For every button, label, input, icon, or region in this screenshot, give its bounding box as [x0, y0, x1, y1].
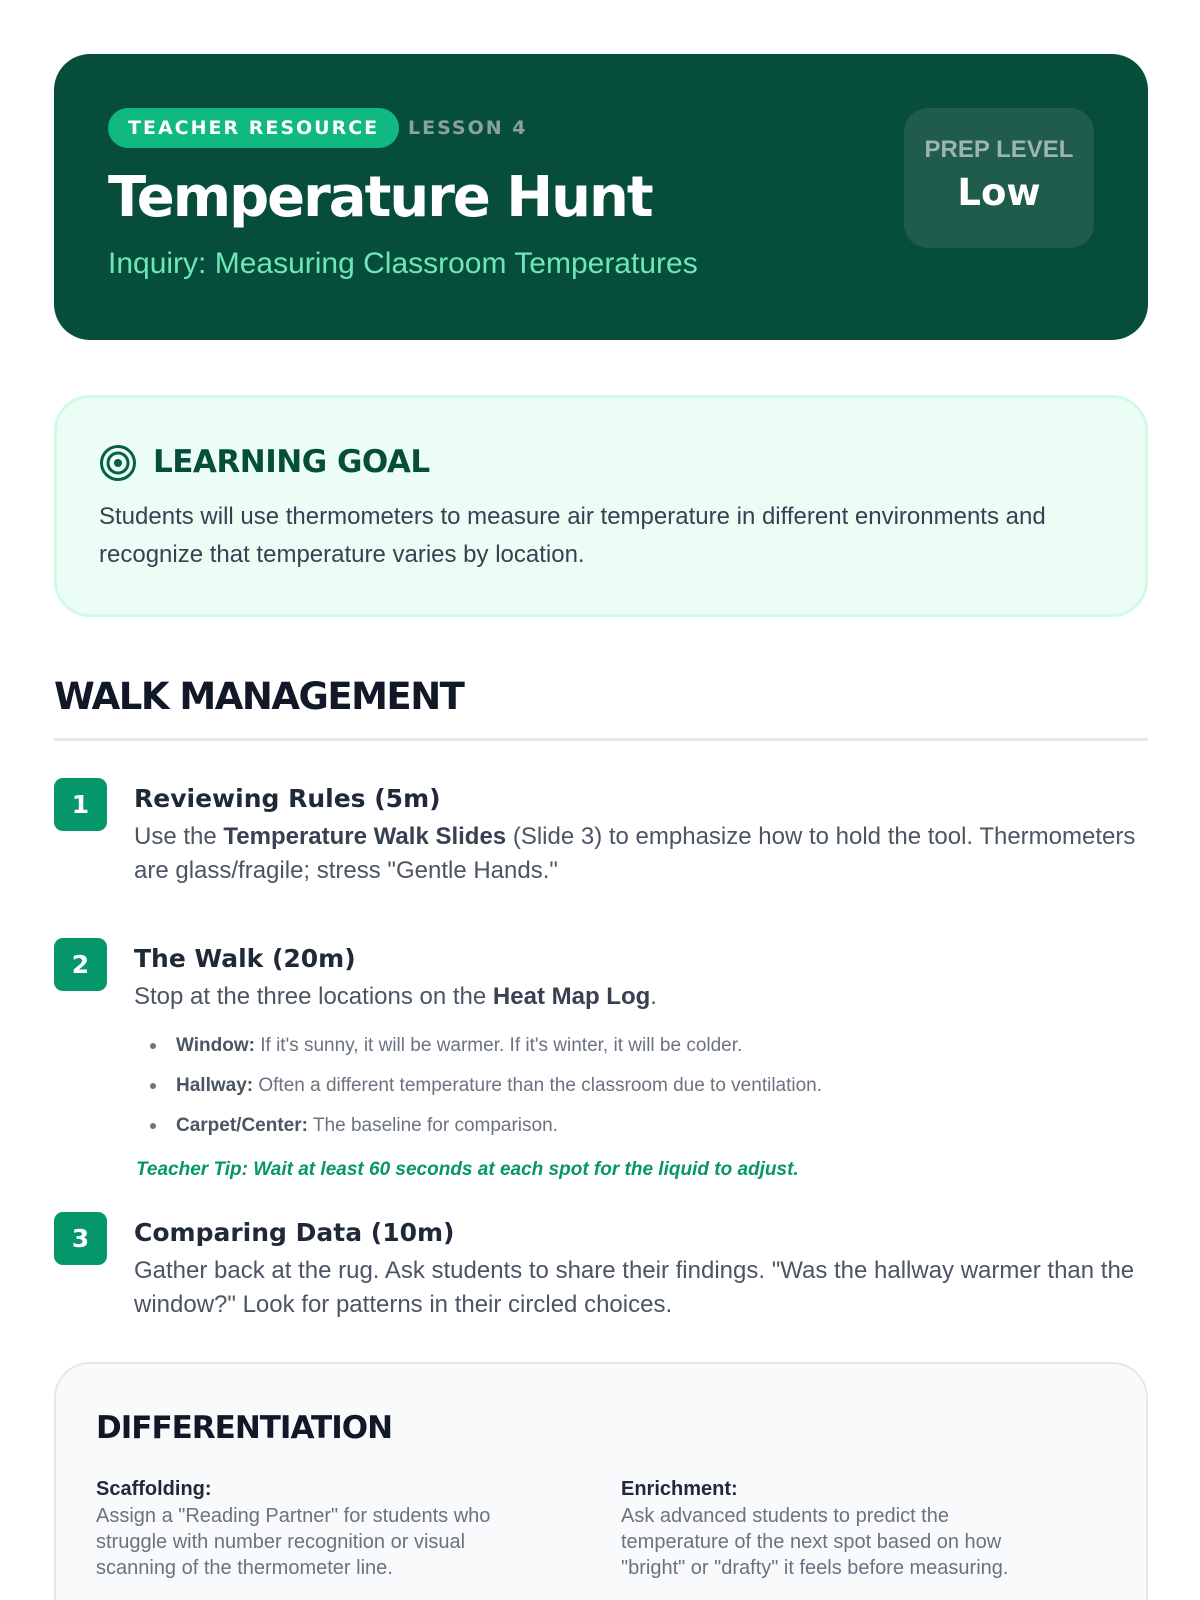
- page-subtitle: Inquiry: Measuring Classroom Temperatures: [108, 247, 698, 280]
- step-title: Reviewing Rules (5m): [134, 784, 441, 813]
- enrichment-column: [621, 1476, 1061, 1581]
- lesson-header: [54, 54, 1148, 340]
- step-title: Comparing Data (10m): [134, 1218, 455, 1247]
- resource-badge: TEACHER RESOURCE: [108, 108, 399, 148]
- learning-goal-title: LEARNING GOAL: [153, 444, 430, 480]
- step-number-badge: 3: [54, 1212, 107, 1265]
- page-title: Temperature Hunt: [108, 165, 652, 230]
- step-text: Gather back at the rug. Ask students to share their findings. "Was the hallway warmer than the window?" Look for patterns in their circled choices.: [134, 1257, 1135, 1318]
- scaffolding-text: Assign a "Reading Partner" for students who struggle with number recognition or visual scanning of the thermometer line.: [96, 1505, 491, 1579]
- scaffolding-column: [96, 1476, 536, 1581]
- differentiation-card: [54, 1362, 1148, 1600]
- scaffolding-label: Scaffolding:: [96, 1478, 212, 1500]
- learning-goal-text: Students will use thermometers to measure air temperature in different environments and recognize that temperature varies by location.: [99, 503, 1046, 568]
- differentiation-title: DIFFERENTIATION: [96, 1410, 393, 1446]
- step-number-badge: 2: [54, 938, 107, 991]
- lesson-number: LESSON 4: [408, 117, 528, 139]
- step-title: The Walk (20m): [134, 944, 356, 973]
- heat-map-log-reference: Heat Map Log: [492, 983, 651, 1010]
- step-text: Stop at the three locations on the Heat Map Log.: [134, 983, 657, 1010]
- section-divider: [54, 738, 1148, 741]
- enrichment-label: Enrichment:: [621, 1478, 738, 1500]
- learning-goal-card: [54, 395, 1148, 617]
- prep-level-value: Low: [957, 171, 1041, 214]
- list-item: Carpet/Center: The baseline for comparison.: [150, 1106, 1150, 1146]
- step-number-badge: 1: [54, 778, 107, 831]
- list-item: Window: If it's sunny, it will be warmer. If it's winter, it will be colder.: [150, 1026, 1150, 1066]
- teacher-tip: Teacher Tip: Wait at least 60 seconds at each spot for the liquid to adjust.: [136, 1159, 799, 1180]
- target-icon: [99, 444, 137, 482]
- walk-management-title: WALK MANAGEMENT: [54, 675, 464, 718]
- slides-reference: Temperature Walk Slides: [223, 823, 507, 850]
- enrichment-text: Ask advanced students to predict the temperature of the next spot based on how "bright" or "drafty" it feels before measuring.: [621, 1505, 1009, 1579]
- prep-level-card: [904, 108, 1094, 248]
- location-list: [150, 1026, 1150, 1146]
- step-text: Use the Temperature Walk Slides (Slide 3) to emphasize how to hold the tool. Thermometers are glass/fragile; stress "Gentle Hands.": [134, 823, 1136, 884]
- list-item: Hallway: Often a different temperature than the classroom due to ventilation.: [150, 1066, 1150, 1106]
- prep-level-label: PREP LEVEL: [924, 136, 1074, 163]
